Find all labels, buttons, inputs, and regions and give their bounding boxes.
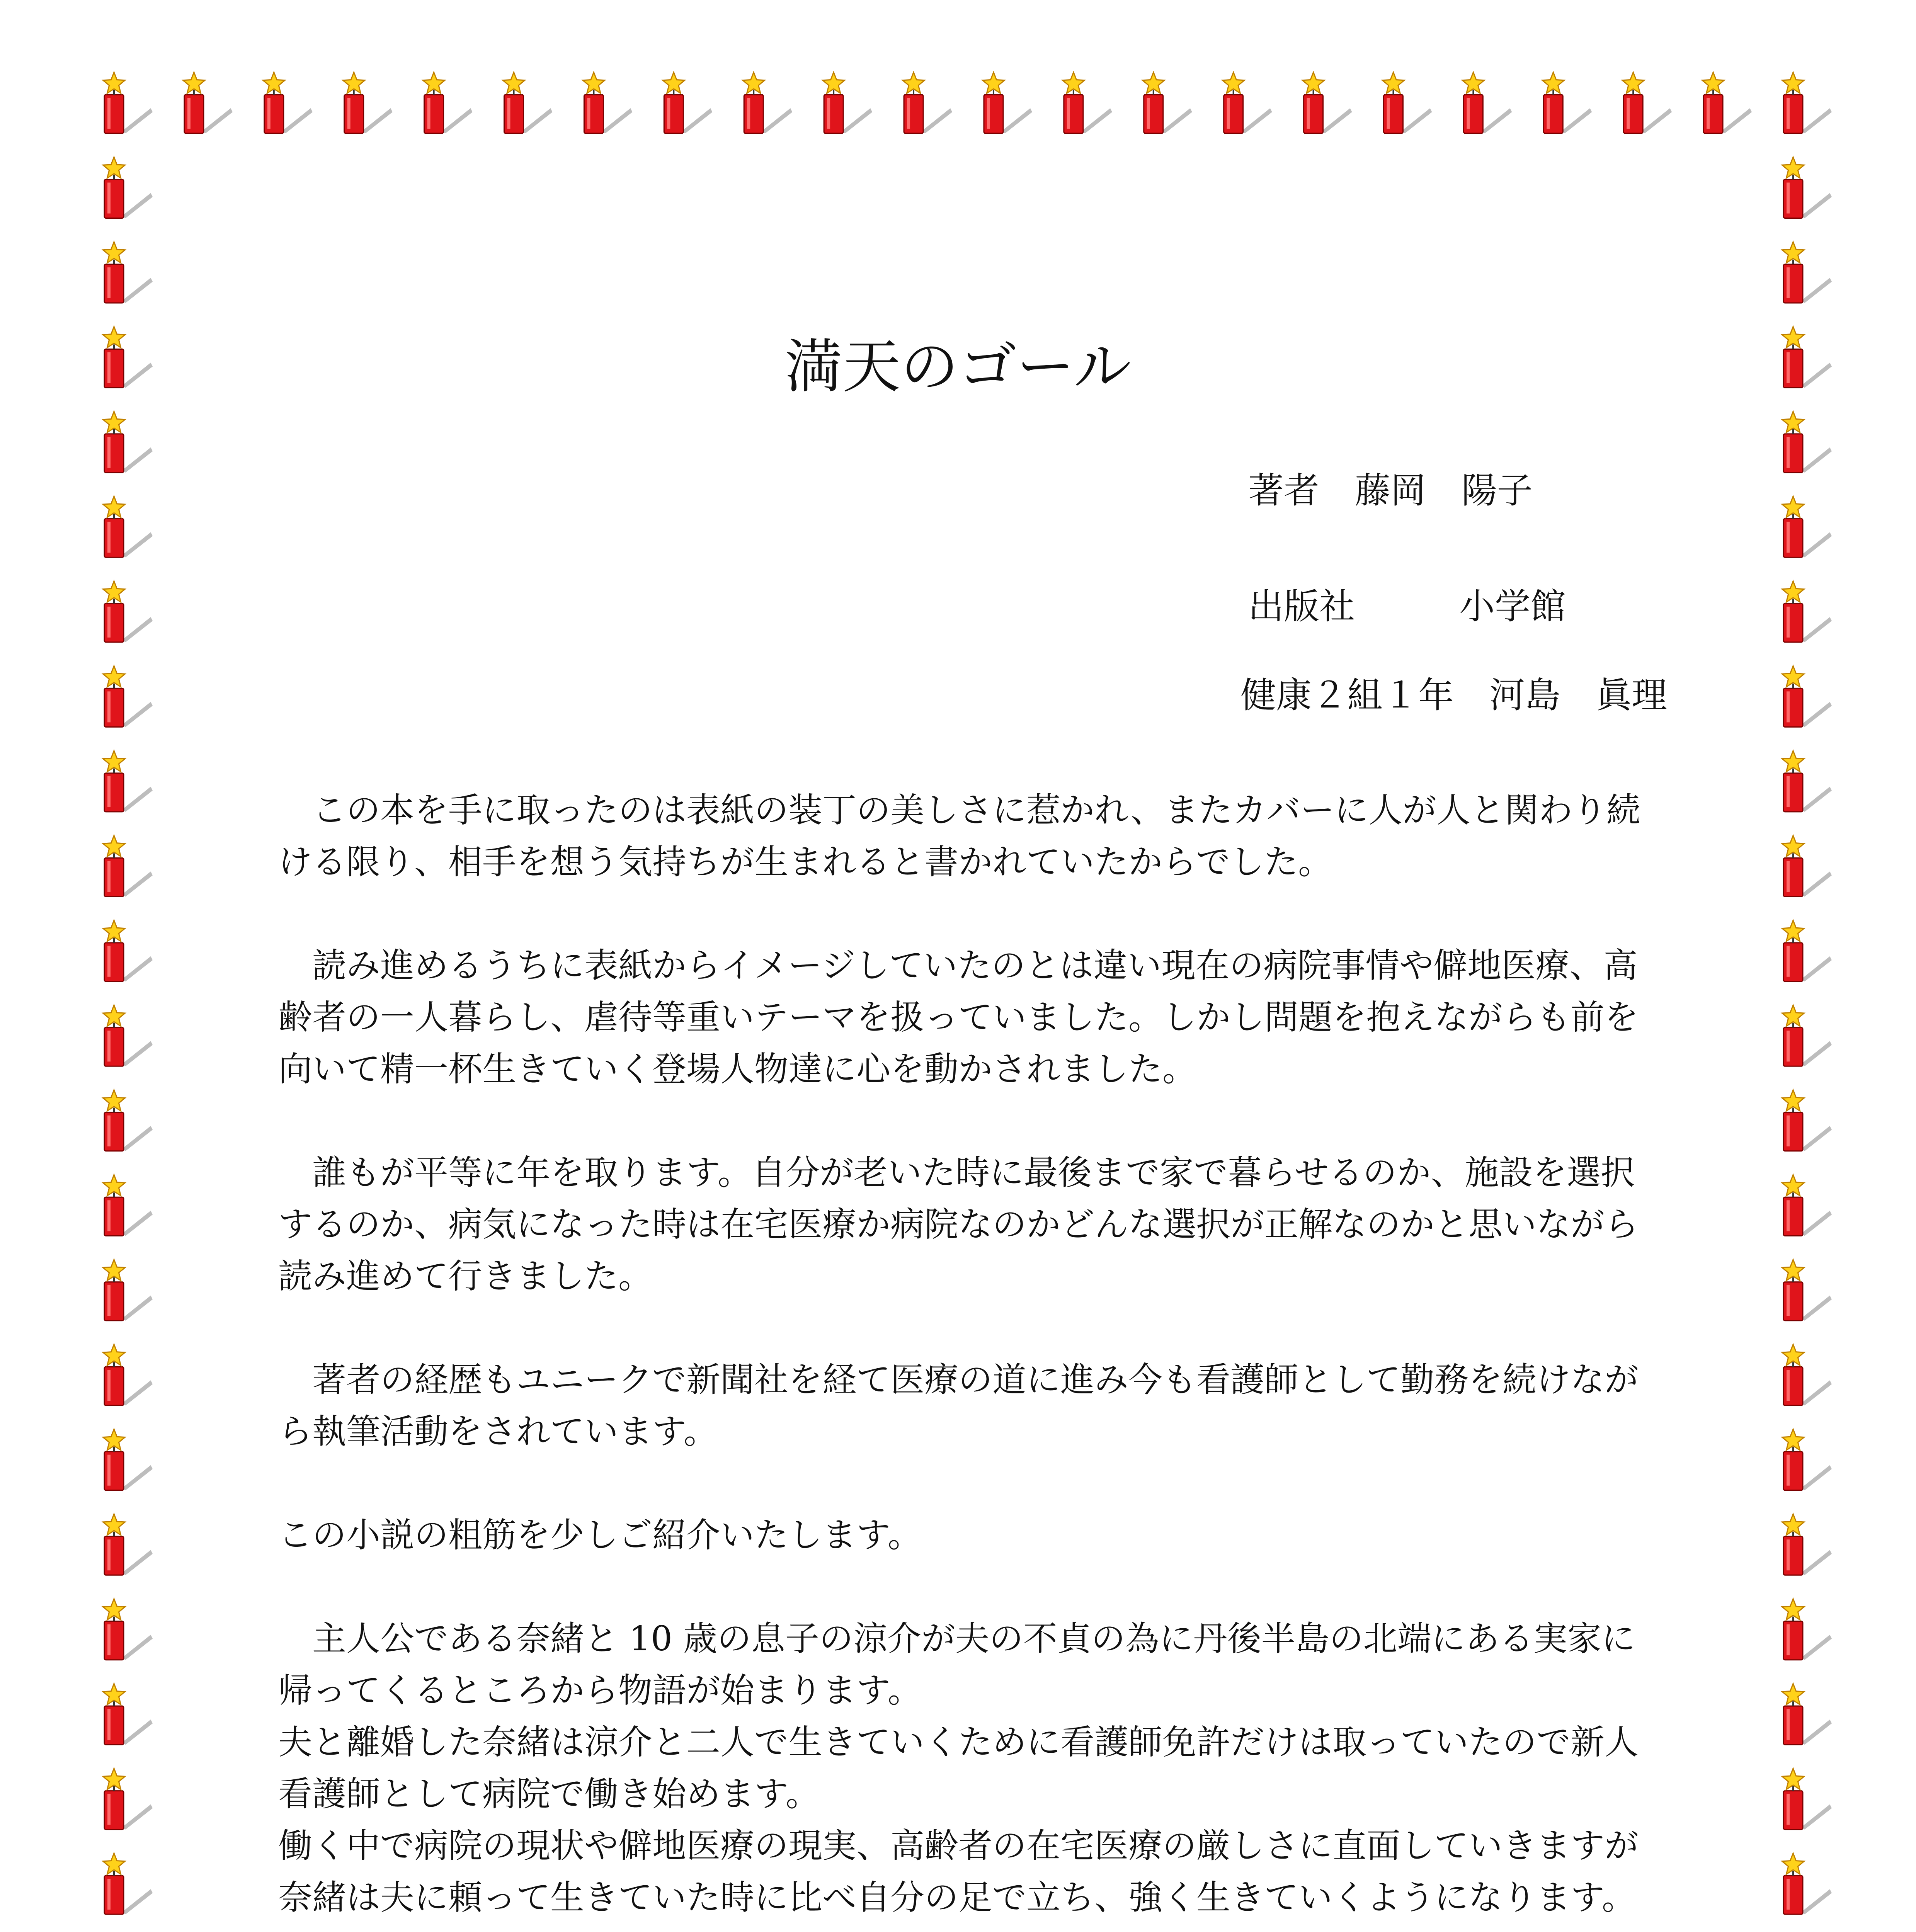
candle-icon (663, 72, 713, 133)
candle-icon (1782, 1514, 1832, 1575)
student-line: 健康２組１年 河島 眞理 (1240, 675, 1668, 716)
candle-icon (343, 72, 393, 133)
candle-icon (903, 72, 953, 133)
candle-icon (1702, 72, 1752, 133)
candle-icon (103, 666, 153, 727)
page-title: 満天のゴール (784, 333, 1132, 401)
candle-icon (1782, 1599, 1832, 1660)
candle-icon (823, 72, 873, 133)
candle-icon (103, 920, 153, 981)
candle-icon (1382, 72, 1432, 133)
candle-icon (1782, 412, 1832, 473)
candle-icon (103, 751, 153, 812)
candle-icon (103, 1005, 153, 1066)
candle-icon (743, 72, 793, 133)
candle-icon (982, 72, 1032, 133)
candle-icon (183, 72, 233, 133)
candle-icon (1782, 72, 1832, 133)
candle-icon (1782, 835, 1832, 896)
publisher-label: 出版社 (1248, 586, 1355, 627)
candle-icon (103, 1514, 153, 1575)
author-label: 著者 (1248, 470, 1320, 511)
candle-icon (103, 157, 153, 218)
candle-icon (103, 1769, 153, 1830)
body-text (278, 784, 1654, 1932)
candle-icon (1782, 1005, 1832, 1066)
candle-icon (103, 496, 153, 557)
candle-icon (103, 1684, 153, 1745)
author-name: 藤岡 陽子 (1355, 470, 1533, 511)
candle-icon (1782, 1260, 1832, 1321)
candle-icon (1782, 1769, 1832, 1830)
candle-icon (1222, 72, 1272, 133)
paragraph-5: この小説の粗筋を少しご紹介いたします。 (278, 1515, 922, 1555)
candle-icon (103, 72, 153, 133)
paragraph-6: 主人公である奈緒と 10 歳の息子の涼介が夫の不貞の為に丹後半島の北端にある実家に帰ってくるところから物語が始まります。 夫と離婚した奈緒は涼介と二人で生きていくために看護師免許だけは取っていたので新人看護師として病院で働き始めます。 働く中で病院の現状や僻地医療の現実、高齢者の在宅医療の厳しさに直面していきますが奈緒は夫に頼って生きていた時に比べ自分の足で立ち、強く生きていくようになります。 (278, 1619, 1639, 1917)
publisher-name: 小学館 (1459, 586, 1566, 627)
candle-icon (1622, 72, 1672, 133)
candle-icon (1062, 72, 1112, 133)
candle-icon (103, 1429, 153, 1490)
candle-icon (103, 412, 153, 473)
candle-icon (1782, 1344, 1832, 1405)
candle-icon (1782, 496, 1832, 557)
candle-icon (583, 72, 633, 133)
candle-icon (1782, 242, 1832, 303)
candle-icon (103, 1090, 153, 1151)
candle-icon (103, 1853, 153, 1914)
candle-icon (103, 1344, 153, 1405)
candle-icon (1782, 1090, 1832, 1151)
candle-icon (103, 835, 153, 896)
author-line (1248, 468, 1533, 514)
paragraph-4: 著者の経歴もユニークで新聞社を経て医療の道に進み今も看護師として勤務を続けながら執筆活動をされています。 (278, 1360, 1639, 1451)
candle-icon (1462, 72, 1512, 133)
candle-icon (1782, 1175, 1832, 1236)
candle-icon (1782, 157, 1832, 218)
paragraph-1: この本を手に取ったのは表紙の装丁の美しさに惹かれ、またカバーに人が人と関わり続ける限り、相手を想う気持ちが生まれると書かれていたからでした。 (278, 790, 1641, 882)
candle-icon (1302, 72, 1352, 133)
candle-icon (423, 72, 473, 133)
candle-icon (103, 1175, 153, 1236)
candle-icon (103, 242, 153, 303)
candle-icon (1782, 666, 1832, 727)
candle-icon (1782, 751, 1832, 812)
candle-icon (1782, 920, 1832, 981)
candle-icon (103, 1260, 153, 1321)
candle-icon (1782, 1853, 1832, 1914)
candle-icon (1782, 1684, 1832, 1745)
candle-icon (1542, 72, 1592, 133)
candle-icon (103, 581, 153, 642)
candle-icon (1782, 581, 1832, 642)
publisher-line (1248, 583, 1566, 630)
candle-icon (1782, 1429, 1832, 1490)
candle-icon (103, 1599, 153, 1660)
candle-icon (503, 72, 553, 133)
paragraph-2: 読み進めるうちに表紙からイメージしていたのとは違い現在の病院事情や僻地医療、高齢者の一人暮らし、虐待等重いテーマを扱っていました。しかし問題を抱えながらも前を向いて精一杯生きていく登場人物達に心を動かされました。 (278, 946, 1639, 1089)
paragraph-3: 誰もが平等に年を取ります。自分が老いた時に最後まで家で暮らせるのか、施設を選択するのか、病気になった時は在宅医療か病院なのかどんな選択が正解なのかと思いながら読み進めて行きました。 (278, 1153, 1639, 1296)
candle-icon (263, 72, 313, 133)
candle-icon (1142, 72, 1192, 133)
